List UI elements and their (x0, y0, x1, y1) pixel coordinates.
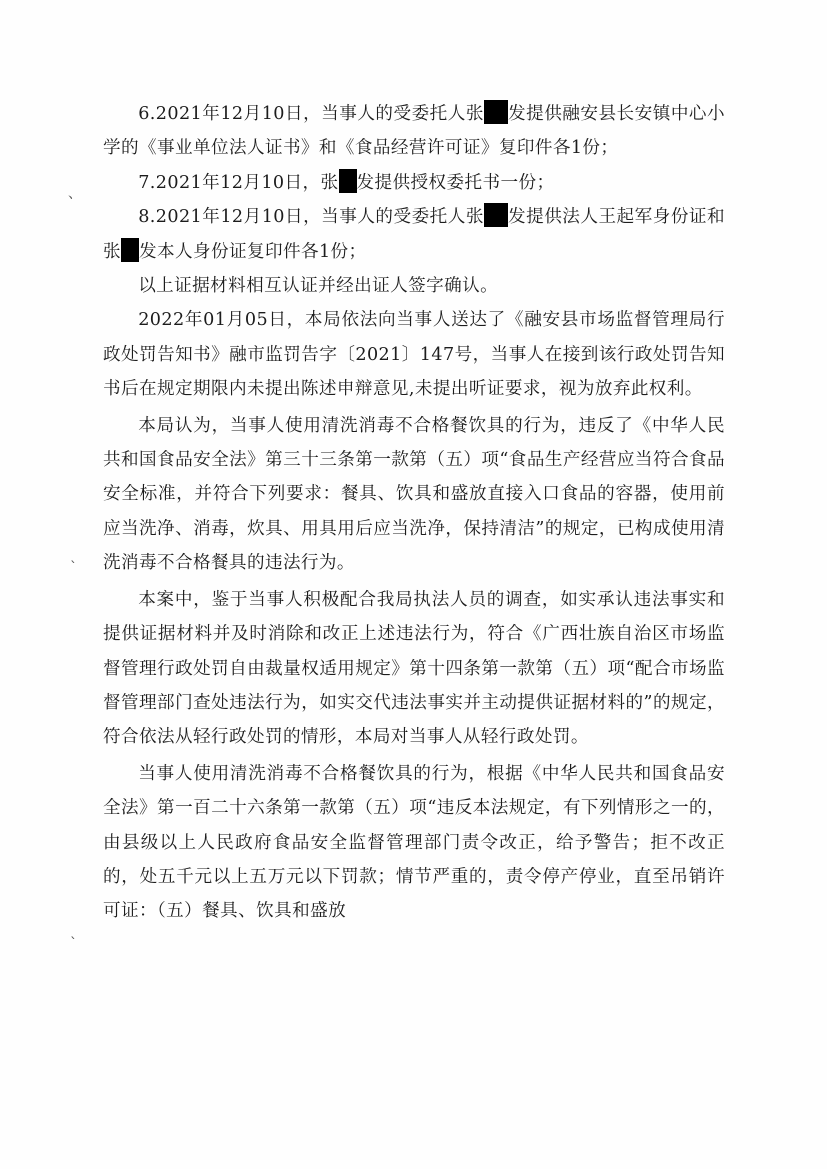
document-body (103, 97, 725, 929)
redaction-block (484, 100, 508, 124)
scan-mark: ` (70, 936, 77, 952)
evidence-item-8-text-a: 8.2021年12月10日，当事人的受委托人张 (138, 207, 484, 228)
evidence-item-8-text-c: 发本人身份证复印件各1份； (139, 241, 367, 262)
penalty-basis-paragraph: 当事人使用清洗消毒不合格餐饮具的行为，根据《中华人民共和国食品安全法》第一百二十六条第一款第（五）项“违反本法规定，有下列情形之一的，由县级以上人民政府食品安全监督管理部门责令改正，给予警告；拒不改正的，处五千元以上五万元以下罚款；情节严重的，责令停产停业，直至吊销许可证：（五）餐具、饮具和盛放 (103, 763, 725, 922)
redaction-block (121, 238, 139, 262)
violation-finding-paragraph: 本局认为，当事人使用清洗消毒不合格餐饮具的行为，违反了《中华人民共和国食品安全法》第三十三条第一款第（五）项“食品生产经营应当符合食品安全标准，并符合下列要求：餐具、饮具和盛放直接入口食品的容器，使用前应当洗净、消毒，炊具、用具用后应当洗净，保持清洁”的规定，已构成使用清洗消毒不合格餐具的违法行为。 (103, 415, 725, 574)
scan-mark: ` (70, 560, 77, 576)
notice-paragraph: 2022年01月05日，本局依法向当事人送达了《融安县市场监督管理局行政处罚告知书》融市监罚告字〔2021〕147号，当事人在接到该行政处罚告知书后在规定期限内未提出陈述申辩意见,未提出听证要求，视为放弃此权利。 (103, 310, 725, 400)
evidence-item-7 (103, 166, 725, 200)
evidence-item-6-text-b: 发提供融安县长安镇中心小学的《事业单位法人证书》和《食品经营许可证》复印件各1份； (103, 104, 725, 159)
evidence-confirmation: 以上证据材料相互认证并经出证人签字确认。 (138, 276, 499, 297)
evidence-item-7-text-a: 7.2021年12月10日，张 (138, 172, 339, 193)
scan-mark: 、 (68, 186, 82, 202)
evidence-item-6-text-a: 6.2021年12月10日，当事人的受委托人张 (138, 104, 484, 124)
redaction-block (484, 203, 508, 227)
evidence-item-8 (103, 200, 725, 269)
evidence-item-7-text-b: 发提供授权委托书一份； (356, 172, 555, 193)
mitigation-paragraph: 本案中，鉴于当事人积极配合我局执法人员的调查，如实承认违法事实和提供证据材料并及时消除和改正上述违法行为，符合《广西壮族自治区市场监督管理行政处罚自由裁量权适用规定》第十四条第一款第（五）项“配合市场监督管理部门查处违法行为，如实交代违法事实并主动提供证据材料的”的规定，符合依法从轻行政处罚的情形，本局对当事人从轻行政处罚。 (103, 589, 725, 748)
evidence-item-8-text-b: 发提供法人王起军身份证和张 (103, 207, 725, 262)
redaction-block (339, 169, 357, 193)
evidence-item-6 (103, 97, 725, 166)
